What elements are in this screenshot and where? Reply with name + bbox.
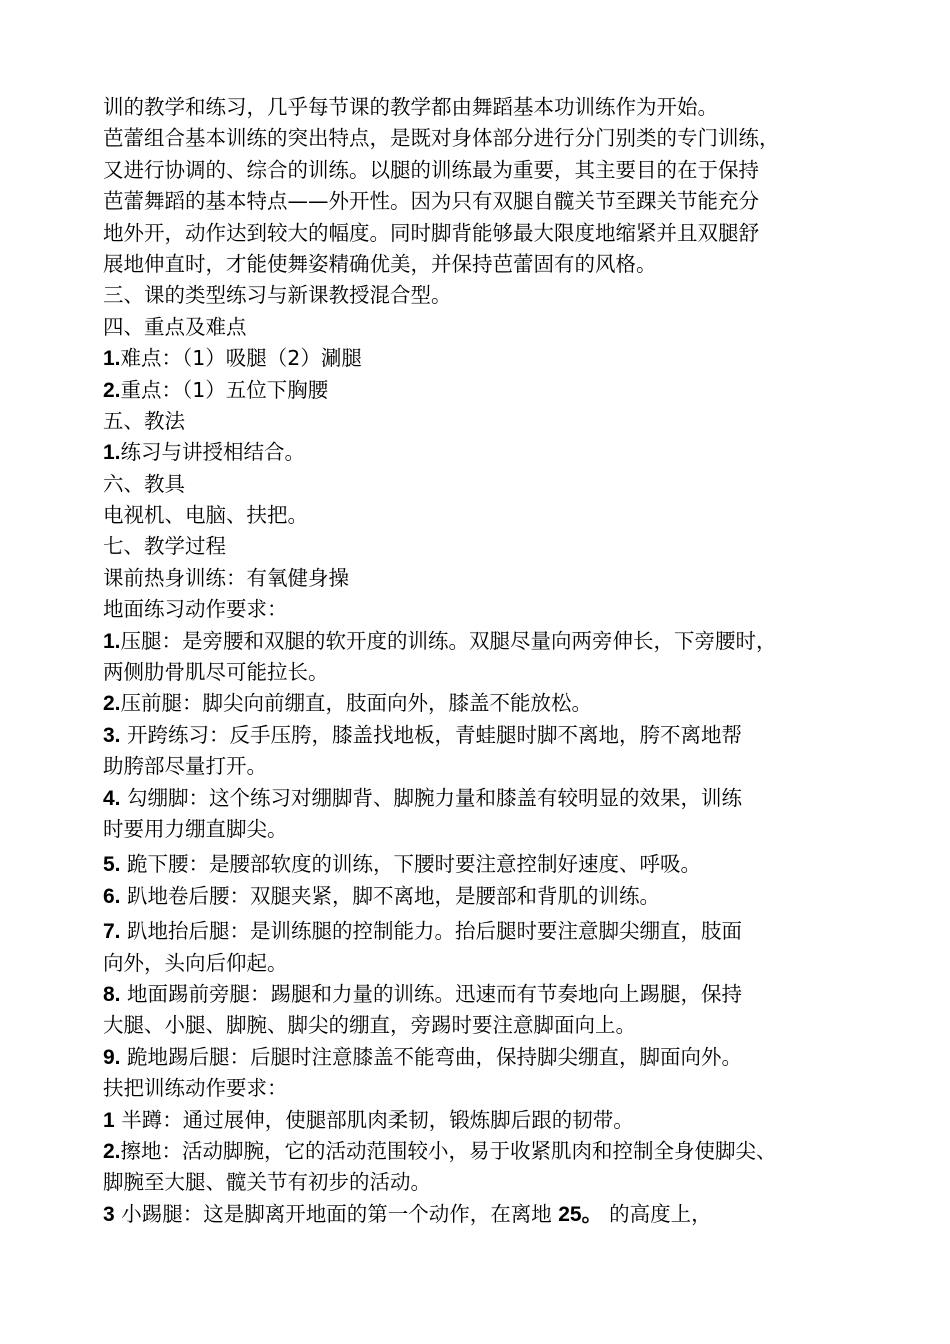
- line-text: 地面练习动作要求：: [103, 597, 288, 622]
- line-text: 助胯部尽量打开。: [103, 754, 267, 779]
- line-text: 电视机、电脑、扶把。: [103, 503, 308, 528]
- line-text: 两侧肋骨肌尽可能拉长。: [103, 660, 329, 685]
- list-number: 3.: [103, 723, 121, 747]
- line-text: 训的教学和练习，几乎每节课的教学都由舞蹈基本功训练作为开始。: [103, 95, 718, 119]
- line-text: 五、教法: [103, 408, 185, 433]
- text-line: [103, 312, 863, 343]
- list-number: 1: [103, 1108, 115, 1132]
- list-number: 7.: [103, 920, 121, 944]
- line-text: 又进行协调的、综合的训练。以腿的训练最为重要，其主要目的在于保持: [103, 157, 759, 182]
- line-text: 芭蕾舞蹈的基本特点——外开性。因为只有双腿自髋关节至踝关节能充分: [103, 189, 759, 214]
- line-text: 扶把训练动作要求：: [103, 1076, 288, 1101]
- line-text: 大腿、小腿、脚腕、脚尖的绷直，旁踢时要注意脚面向上。: [103, 1013, 636, 1038]
- text-line: [103, 849, 863, 880]
- text-line: [103, 280, 863, 311]
- text-line: [103, 123, 863, 154]
- text-line: [103, 1199, 863, 1230]
- line-text: 地面踢前旁腿：踢腿和力量的训练。迅速而有节奏地向上踢腿，保持: [120, 981, 743, 1006]
- text-line: [103, 531, 863, 562]
- list-number: 2.: [103, 378, 121, 402]
- list-number: 8.: [103, 982, 121, 1006]
- text-line: [103, 218, 863, 249]
- list-number: 1.: [103, 441, 121, 465]
- text-line: [103, 688, 863, 719]
- list-number: 6.: [103, 884, 121, 908]
- text-line: [103, 406, 863, 437]
- list-number: 2.: [103, 1139, 121, 1163]
- line-text: 脚腕至大腿、髋关节有初步的活动。: [103, 1170, 431, 1195]
- line-text: 课前热身训练：有氧健身操: [103, 565, 349, 590]
- list-number: 3: [103, 1202, 115, 1226]
- document-body: [103, 92, 863, 1230]
- line-text: 地外开，动作达到较大的幅度。同时脚背能够最大限度地缩紧并且双腿舒: [103, 220, 759, 245]
- text-line: [103, 469, 863, 500]
- line-text: 跪地踢后腿：后腿时注意膝盖不能弯曲，保持脚尖绷直，脚面向外。: [120, 1044, 743, 1069]
- text-line: [103, 814, 863, 845]
- line-text: 压前腿：脚尖向前绷直，肢面向外，膝盖不能放松。: [120, 691, 593, 716]
- text-line: [103, 948, 863, 979]
- line-text: 六、教具: [103, 471, 185, 496]
- text-line: [103, 1042, 863, 1073]
- text-line: [103, 657, 863, 688]
- text-line: [103, 249, 863, 280]
- line-text: 趴地抬后腿：是训练腿的控制能力。抬后腿时要注意脚尖绷直，肢面: [120, 919, 743, 944]
- text-line: [103, 720, 863, 751]
- line-text: 开跨练习：反手压胯，膝盖找地板，青蛙腿时脚不离地，胯不离地帮: [120, 722, 743, 747]
- line-text: 半蹲：通过展伸，使腿部肌肉柔韧，锻炼脚后跟的韧带。: [114, 1107, 634, 1132]
- line-text: 时要用力绷直脚尖。: [103, 816, 288, 841]
- text-line: [103, 881, 863, 912]
- text-line: [103, 343, 863, 374]
- text-line: [103, 186, 863, 217]
- line-text: 难点：（1）吸腿（2）涮腿: [120, 346, 362, 371]
- text-line: [103, 751, 863, 782]
- list-number: 9.: [103, 1045, 121, 1069]
- text-line: [103, 594, 863, 625]
- line-text-tail: 的高度上，: [602, 1201, 712, 1226]
- line-text: 跪下腰：是腰部软度的训练，下腰时要注意控制好速度、呼吸。: [120, 852, 702, 877]
- text-line: [103, 155, 863, 186]
- text-line: [103, 1010, 863, 1041]
- line-text: 小踢腿：这是脚离开地面的第一个动作，在离地: [114, 1201, 559, 1226]
- list-number: 5.: [103, 853, 121, 877]
- line-text: 展地伸直时，才能使舞姿精确优美，并保持芭蕾固有的风格。: [103, 251, 657, 276]
- text-line: [103, 563, 863, 594]
- text-line: [103, 375, 863, 406]
- line-text: 芭蕾组合基本训练的突出特点，是既对身体部分进行分门别类的专门训练，: [103, 126, 780, 151]
- text-line: [103, 1073, 863, 1104]
- list-number: 2.: [103, 692, 121, 716]
- text-line: [103, 437, 863, 468]
- text-line: [103, 783, 863, 814]
- line-text: 三、课的类型练习与新课教授混合型。: [103, 283, 452, 308]
- text-line: [103, 979, 863, 1010]
- line-text: 练习与讲授相结合。: [120, 440, 306, 465]
- text-line: [103, 1167, 863, 1198]
- list-number: 1.: [103, 629, 121, 653]
- line-text: 擦地：活动脚腕，它的活动范围较小，易于收紧肌肉和控制全身使脚尖、: [120, 1138, 777, 1163]
- line-text: 七、教学过程: [103, 534, 226, 559]
- line-text: 勾绷脚：这个练习对绷脚背、脚腕力量和膝盖有较明显的效果，训练: [120, 785, 743, 810]
- text-line: [103, 1136, 863, 1167]
- line-text: 压腿：是旁腰和双腿的软开度的训练。双腿尽量向两旁伸长，下旁腰时，: [120, 628, 777, 653]
- text-line: [103, 626, 863, 657]
- text-line: [103, 1105, 863, 1136]
- text-line: [103, 500, 863, 531]
- list-number: 1.: [103, 347, 121, 371]
- line-text: 四、重点及难点: [103, 314, 247, 339]
- text-line: [103, 916, 863, 947]
- line-text: 重点：（1）五位下胸腰: [120, 377, 329, 402]
- inline-number: 25。: [558, 1202, 603, 1226]
- list-number: 4.: [103, 786, 121, 810]
- text-line: [103, 92, 863, 123]
- line-text: 向外，头向后仰起。: [103, 950, 288, 975]
- line-text: 趴地卷后腰：双腿夹紧，脚不离地，是腰部和背肌的训练。: [120, 883, 661, 908]
